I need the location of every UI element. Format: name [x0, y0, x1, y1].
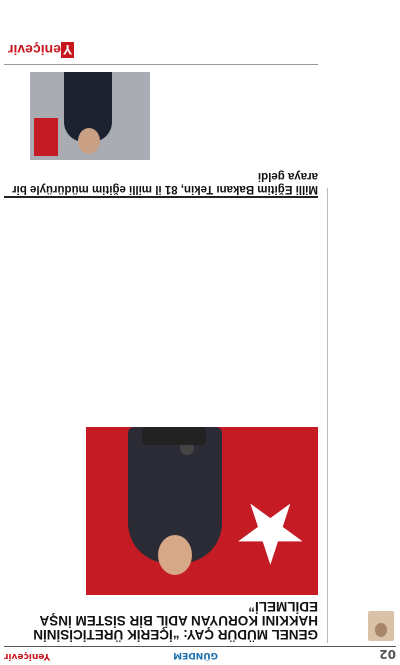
comment-column [327, 188, 396, 643]
page-number: 02 [379, 647, 396, 661]
author-avatar [368, 611, 394, 641]
header-brand: Yeniçevir [4, 651, 51, 661]
comment-body [330, 190, 396, 595]
podium-microphones [142, 427, 206, 445]
speaker-face [158, 535, 192, 575]
minister-face [78, 128, 100, 154]
masthead [4, 4, 318, 65]
headline-b: Milli Eğitim Bakanı Tekin, 81 il milli eğitim müdürüyle bir araya geldi [12, 170, 318, 195]
flag-shape [34, 118, 58, 156]
article-a-body [6, 203, 82, 553]
masthead-logo: Yeniçevir [8, 42, 73, 58]
headline-a: GENEL MÜDÜR ÇAY: “İÇERİK ÜRETİCİSİNİN HAKKINI KORUYAN ADİL BİR SİSTEM İNŞA EDİLMELİ” [33, 599, 318, 642]
logo-initial: Y [62, 42, 73, 58]
article-b-divider [4, 196, 318, 198]
flag-star-icon: ★ [232, 484, 308, 582]
photo-minister [30, 72, 150, 160]
photo-speaker-podium [86, 427, 318, 595]
article-b-body [154, 70, 318, 160]
page-header [4, 646, 396, 661]
section-label: GÜNDEM [173, 650, 218, 660]
author-block [328, 597, 396, 643]
